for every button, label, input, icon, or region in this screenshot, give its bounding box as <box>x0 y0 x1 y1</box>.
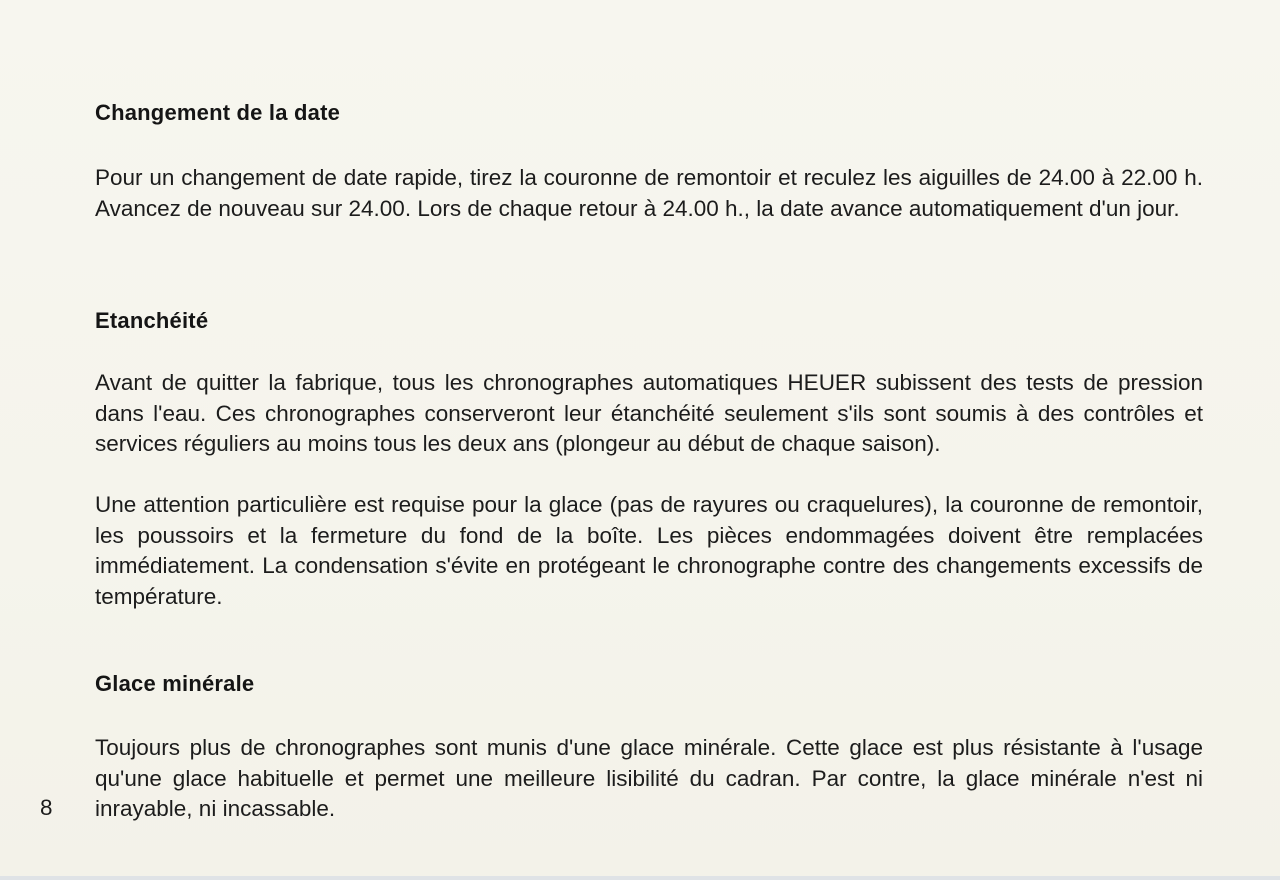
section-title-date-change: Changement de la date <box>95 100 341 125</box>
section-title-mineral-glass: Glace minérale <box>95 671 255 696</box>
page-bottom-edge <box>0 876 1280 880</box>
paragraph-mineral-glass: Toujours plus de chronographes sont munis d'une glace minérale. Cette glace est plus résistante à l'usage qu'une glace habituelle et permet une meilleure lisibilité du cadran. Par contre, la glace minérale n'est ni inrayable, ni incassable. <box>95 735 1203 821</box>
section-title-water-resistance: Etanchéité <box>95 308 209 333</box>
paragraph-water-resistance-1: Avant de quitter la fabrique, tous les chronographes automatiques HEUER subissent des tests de pression dans l'eau. Ces chronographes conserveront leur étanchéité seulement s'ils sont soumis à des contrôles et services réguliers au moins tous les deux ans (plongeur au début de chaque saison). <box>95 370 1203 456</box>
page-number: 8 <box>40 795 53 820</box>
paragraph-water-resistance-2: Une attention particulière est requise pour la glace (pas de rayures ou craquelures), la couronne de remontoir, les poussoirs et la fermeture du fond de la boîte. Les pièces endommagées doivent être remplacées immédiatement. La condensation s'évite en protégeant le chronographe contre des changements excessifs de température. <box>95 492 1203 609</box>
paragraph-date-change: Pour un changement de date rapide, tirez la couronne de remontoir et reculez les aiguilles de 24.00 à 22.00 h. Avancez de nouveau sur 24.00. Lors de chaque retour à 24.00 h., la date avance automatiquement d'un jour. <box>95 165 1203 221</box>
